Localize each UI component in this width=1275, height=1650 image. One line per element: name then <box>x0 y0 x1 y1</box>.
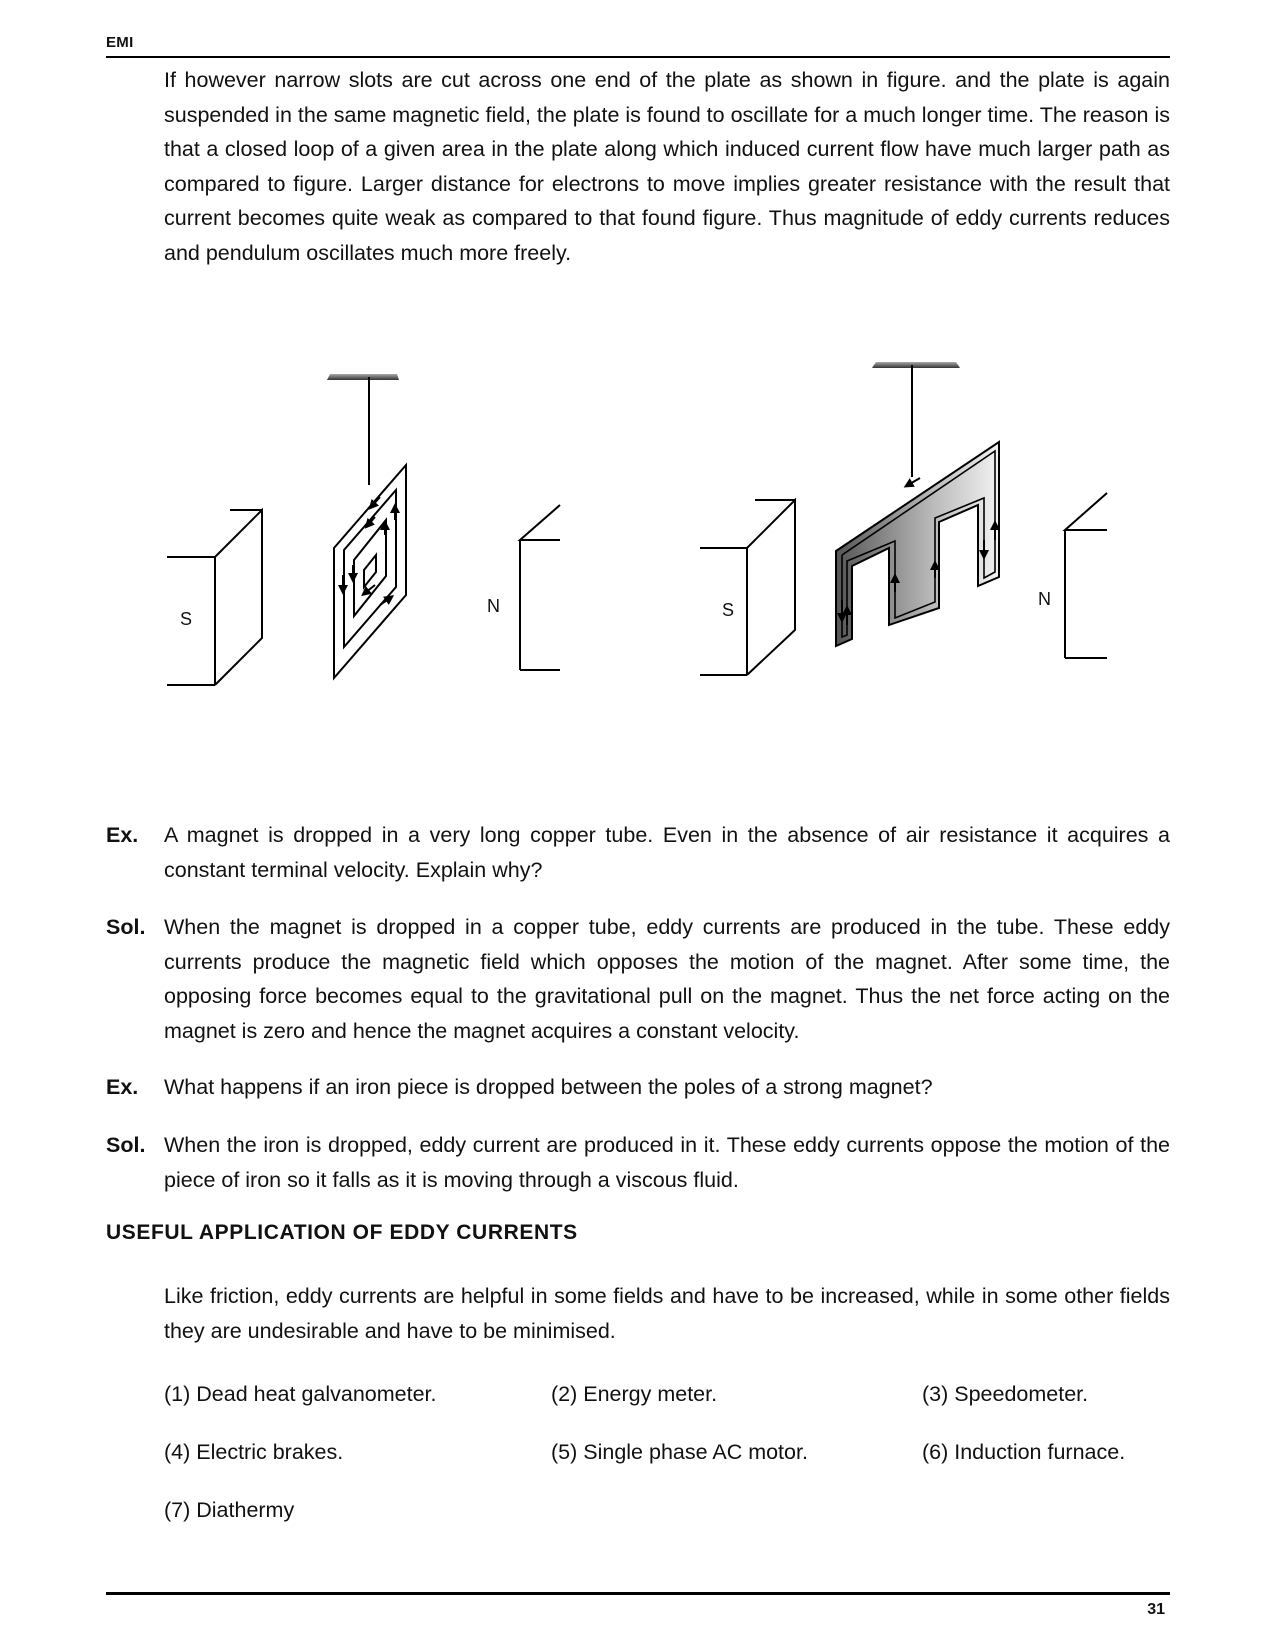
solution-label: Sol. <box>106 1133 146 1157</box>
solution-text: When the magnet is dropped in a copper tube, eddy currents are produced in the tube. These eddy currents produce the magnetic field which opposes the motion of the magnet. After some time, the opposing force becomes equal to the gravitational pull on the magnet. Thus the net force acting on the magnet is zero and hence the magnet acquires a constant velocity. <box>164 915 1170 1043</box>
example-label: Ex. <box>106 1075 139 1099</box>
application-item: (6) Induction furnace. <box>922 1440 1126 1464</box>
application-item: (2) Energy meter. <box>551 1382 718 1406</box>
magnet-label-s-right: S <box>722 600 735 620</box>
solution-1 <box>106 910 1170 1048</box>
application-item: (3) Speedometer. <box>922 1382 1089 1406</box>
footer-rule <box>106 1592 1170 1595</box>
example-text: What happens if an iron piece is dropped between the poles of a strong magnet? <box>164 1075 933 1099</box>
application-item: (7) Diathermy <box>164 1498 295 1522</box>
example-2 <box>106 1070 1170 1105</box>
application-item: (1) Dead heat galvanometer. <box>164 1382 437 1406</box>
running-head: EMI <box>106 34 134 51</box>
example-1 <box>106 818 1170 887</box>
solution-text: When the iron is dropped, eddy current are produced in it. These eddy currents oppose the motion of the piece of iron so it falls as it is moving through a viscous fluid. <box>164 1133 1170 1192</box>
eddy-current-figure <box>150 360 1170 730</box>
solution-2 <box>106 1128 1170 1197</box>
application-item: (4) Electric brakes. <box>164 1440 344 1464</box>
magnet-label-s-left: S <box>180 609 193 629</box>
section-intro: Like friction, eddy currents are helpful in some fields and have to be increased, while in some other fields they are undesirable and have to be minimised. <box>164 1284 1170 1343</box>
magnet-label-n-right: N <box>1038 589 1051 609</box>
magnet-s-left <box>167 510 262 685</box>
example-text: A magnet is dropped in a very long copper tube. Even in the absence of air resistance it acquires a constant terminal velocity. Explain why? <box>164 823 1170 882</box>
magnet-label-n-left: N <box>487 596 500 616</box>
solution-label: Sol. <box>106 915 146 939</box>
intro-paragraph: If however narrow slots are cut across one end of the plate as shown in figure. and the plate is again suspended in the same magnetic field, the plate is found to oscillate for a much longer time. The reason is that a closed loop of a given area in the plate along which induced current flow have much larger path as compared to figure. Larger distance for electrons to move implies greater resistance with the result that current becomes quite weak as compared to that found figure. Thus magnitude of eddy currents reduces and pendulum oscillates much more freely. <box>164 68 1170 265</box>
example-label: Ex. <box>106 823 139 847</box>
header-rule <box>106 56 1170 58</box>
section-heading: USEFUL APPLICATION OF EDDY CURRENTS <box>106 1221 578 1244</box>
page-number: 31 <box>1147 1601 1165 1618</box>
pendulum-plates-diagram <box>150 360 1170 730</box>
application-item: (5) Single phase AC motor. <box>551 1440 808 1464</box>
